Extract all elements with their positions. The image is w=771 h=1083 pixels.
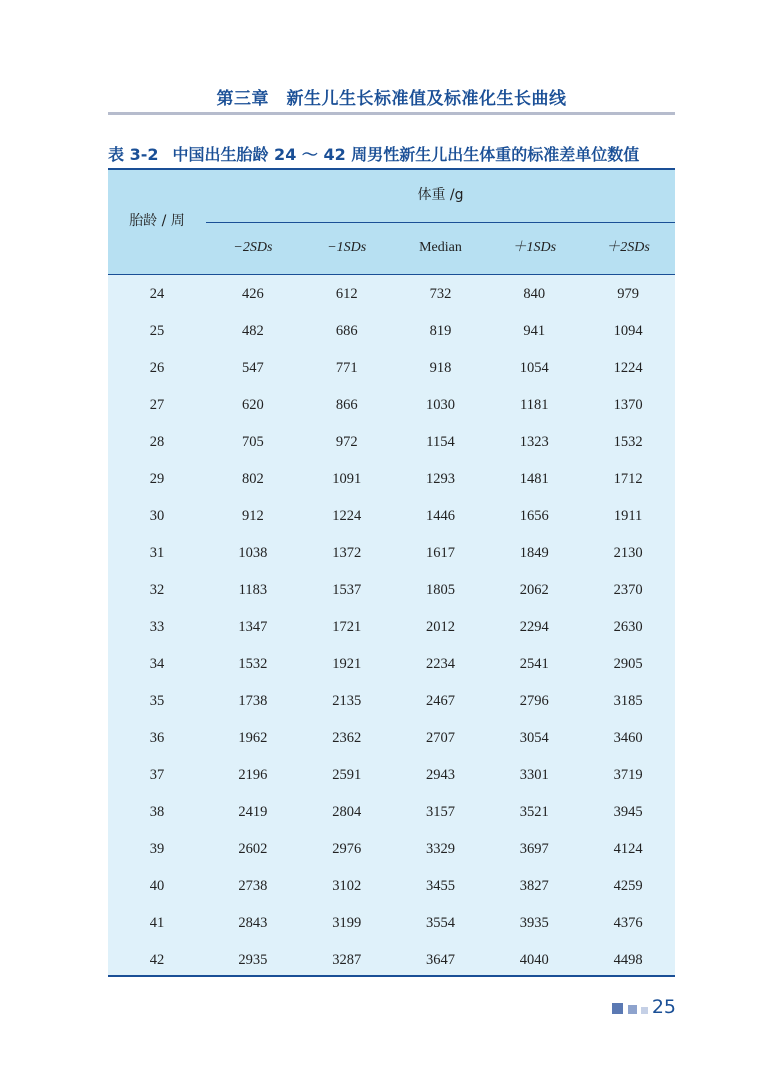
- cell-weight-value: 3945: [613, 804, 643, 820]
- header-gestational-age: 胎龄 / 周: [129, 213, 185, 229]
- cell-gestational-age: 38: [149, 804, 165, 820]
- header-divider: [108, 112, 675, 115]
- cell-weight-value: 3697: [519, 841, 549, 857]
- cell-weight-value: 3102: [332, 878, 362, 894]
- cell-weight-value: 2796: [519, 693, 549, 709]
- cell-weight-value: 4376: [613, 915, 643, 931]
- table-row: [108, 683, 675, 720]
- table-row: [108, 646, 675, 683]
- cell-weight-value: 1849: [519, 545, 549, 561]
- cell-gestational-age: 34: [149, 656, 165, 672]
- cell-weight-value: 912: [242, 508, 264, 524]
- cell-weight-value: 2738: [238, 878, 268, 894]
- table-row: [108, 313, 675, 350]
- cell-weight-value: 2541: [519, 656, 549, 672]
- footer-square-icon: [612, 1003, 623, 1014]
- cell-gestational-age: 26: [149, 360, 165, 376]
- cell-weight-value: 1446: [425, 508, 455, 524]
- cell-weight-value: 4040: [519, 952, 549, 968]
- cell-weight-value: 3827: [519, 878, 549, 894]
- footer-square-icon: [628, 1005, 637, 1014]
- cell-gestational-age: 41: [149, 915, 165, 931]
- table-header: [108, 170, 675, 275]
- cell-weight-value: 2602: [238, 841, 268, 857]
- cell-weight-value: 1738: [238, 693, 268, 709]
- cell-weight-value: 1962: [238, 730, 268, 746]
- cell-weight-value: 3719: [613, 767, 643, 783]
- cell-weight-value: 1481: [519, 471, 549, 487]
- cell-weight-value: 3521: [519, 804, 549, 820]
- cell-weight-value: 612: [335, 286, 358, 302]
- cell-gestational-age: 29: [149, 471, 165, 487]
- table-caption: [108, 142, 675, 165]
- cell-weight-value: 1183: [238, 582, 268, 598]
- table-row: [108, 942, 675, 979]
- column-header-median: Median: [419, 240, 462, 255]
- cell-weight-value: 2135: [332, 693, 362, 709]
- cell-gestational-age: 39: [149, 841, 165, 857]
- table-row: [108, 461, 675, 498]
- cell-weight-value: 1537: [332, 582, 362, 598]
- cell-weight-value: 2630: [613, 619, 643, 635]
- table-row: [108, 831, 675, 868]
- cell-weight-value: 1224: [332, 508, 362, 524]
- cell-gestational-age: 35: [149, 693, 165, 709]
- cell-gestational-age: 32: [149, 582, 165, 598]
- cell-weight-value: 4498: [613, 952, 643, 968]
- cell-weight-value: 1054: [519, 360, 549, 376]
- table-row: [108, 350, 675, 387]
- cell-weight-value: 3054: [519, 730, 549, 746]
- cell-weight-value: 2234: [425, 656, 455, 672]
- cell-weight-value: 1532: [613, 434, 643, 450]
- cell-weight-value: 2707: [425, 730, 455, 746]
- table-row: [108, 424, 675, 461]
- cell-weight-value: 1617: [425, 545, 455, 561]
- data-table: [108, 168, 675, 977]
- cell-weight-value: 732: [429, 286, 452, 302]
- table-row: [108, 905, 675, 942]
- table-row: [108, 498, 675, 535]
- cell-gestational-age: 24: [149, 286, 165, 302]
- cell-weight-value: 2294: [519, 619, 549, 635]
- cell-weight-value: 979: [617, 286, 639, 302]
- cell-weight-value: 2362: [332, 730, 362, 746]
- cell-weight-value: 2062: [519, 582, 549, 598]
- cell-weight-value: 3935: [519, 915, 549, 931]
- cell-weight-value: 1656: [519, 508, 549, 524]
- header-weight: 体重 /g: [417, 187, 464, 203]
- cell-weight-value: 2012: [425, 619, 455, 635]
- table-row: [108, 276, 675, 313]
- cell-weight-value: 802: [242, 471, 264, 487]
- table-row: [108, 757, 675, 794]
- cell-gestational-age: 37: [149, 767, 165, 783]
- cell-weight-value: 1293: [425, 471, 455, 487]
- cell-weight-value: 2467: [425, 693, 455, 709]
- cell-weight-value: 2843: [238, 915, 268, 931]
- cell-weight-value: 4259: [613, 878, 643, 894]
- cell-gestational-age: 36: [149, 730, 165, 746]
- cell-weight-value: 3301: [519, 767, 549, 783]
- cell-weight-value: 1094: [613, 323, 643, 339]
- cell-weight-value: 3554: [425, 915, 455, 931]
- table-row: [108, 572, 675, 609]
- cell-gestational-age: 33: [149, 619, 165, 635]
- cell-gestational-age: 42: [149, 952, 165, 968]
- cell-weight-value: 686: [335, 323, 358, 339]
- cell-weight-value: 1030: [425, 397, 455, 413]
- cell-gestational-age: 31: [149, 545, 165, 561]
- cell-weight-value: 771: [335, 360, 358, 376]
- cell-weight-value: 1911: [613, 508, 643, 524]
- cell-gestational-age: 28: [149, 434, 165, 450]
- page-number: 25: [651, 996, 676, 1018]
- cell-weight-value: 1721: [332, 619, 362, 635]
- table-row: [108, 609, 675, 646]
- column-header-plus2sd: ＋2SDs: [606, 240, 650, 255]
- cell-gestational-age: 30: [149, 508, 165, 524]
- cell-weight-value: 918: [429, 360, 452, 376]
- column-header-plus1sd: ＋1SDs: [512, 240, 557, 255]
- cell-weight-value: 1347: [238, 619, 268, 635]
- column-header-minus1sd: −1SDs: [327, 240, 367, 255]
- table-caption-number: 表 3-2: [108, 145, 159, 164]
- cell-weight-value: 2370: [613, 582, 643, 598]
- cell-weight-value: 1224: [613, 360, 643, 376]
- cell-weight-value: 3287: [332, 952, 362, 968]
- cell-weight-value: 2976: [332, 841, 362, 857]
- chapter-header: 第三章 新生儿生长标准值及标准化生长曲线: [216, 89, 567, 109]
- cell-weight-value: 2905: [613, 656, 643, 672]
- cell-weight-value: 2943: [425, 767, 455, 783]
- cell-weight-value: 1372: [332, 545, 362, 561]
- cell-weight-value: 2935: [238, 952, 268, 968]
- table-row: [108, 387, 675, 424]
- cell-weight-value: 3199: [332, 915, 362, 931]
- cell-weight-value: 1805: [425, 582, 455, 598]
- cell-weight-value: 3455: [425, 878, 455, 894]
- cell-weight-value: 941: [523, 323, 546, 339]
- cell-gestational-age: 27: [149, 397, 165, 413]
- table-row: [108, 535, 675, 572]
- table-row: [108, 720, 675, 757]
- table-caption-title: 中国出生胎龄 24 ～ 42 周男性新生儿出生体重的标准差单位数值: [172, 145, 640, 164]
- cell-weight-value: 3185: [613, 693, 643, 709]
- cell-weight-value: 972: [335, 434, 358, 450]
- cell-weight-value: 426: [242, 286, 264, 302]
- cell-weight-value: 2591: [332, 767, 362, 783]
- column-header-minus2sd: −2SDs: [233, 240, 273, 255]
- cell-weight-value: 2804: [332, 804, 362, 820]
- cell-weight-value: 819: [429, 323, 452, 339]
- cell-weight-value: 3647: [425, 952, 455, 968]
- column-header-row: [206, 222, 675, 274]
- cell-weight-value: 2419: [238, 804, 268, 820]
- cell-weight-value: 1038: [238, 545, 268, 561]
- cell-weight-value: 1091: [332, 471, 362, 487]
- cell-weight-value: 620: [242, 397, 264, 413]
- table-row: [108, 868, 675, 905]
- cell-weight-value: 3460: [613, 730, 643, 746]
- cell-gestational-age: 25: [149, 323, 165, 339]
- cell-weight-value: 1370: [613, 397, 643, 413]
- cell-weight-value: 547: [242, 360, 264, 376]
- cell-weight-value: 1921: [332, 656, 362, 672]
- cell-weight-value: 840: [523, 286, 546, 302]
- cell-weight-value: 3329: [425, 841, 455, 857]
- cell-gestational-age: 40: [149, 878, 165, 894]
- cell-weight-value: 866: [335, 397, 358, 413]
- cell-weight-value: 3157: [425, 804, 455, 820]
- cell-weight-value: 1154: [426, 434, 455, 450]
- cell-weight-value: 1323: [519, 434, 549, 450]
- cell-weight-value: 1532: [238, 656, 268, 672]
- table-row: [108, 794, 675, 831]
- footer-square-icon: [641, 1007, 648, 1014]
- cell-weight-value: 1712: [613, 471, 643, 487]
- page-footer: [612, 996, 676, 1018]
- cell-weight-value: 482: [242, 323, 264, 339]
- cell-weight-value: 1181: [520, 397, 549, 413]
- table-body: [108, 276, 675, 979]
- cell-weight-value: 4124: [613, 841, 643, 857]
- cell-weight-value: 2196: [238, 767, 268, 783]
- cell-weight-value: 2130: [613, 545, 643, 561]
- cell-weight-value: 705: [242, 434, 264, 450]
